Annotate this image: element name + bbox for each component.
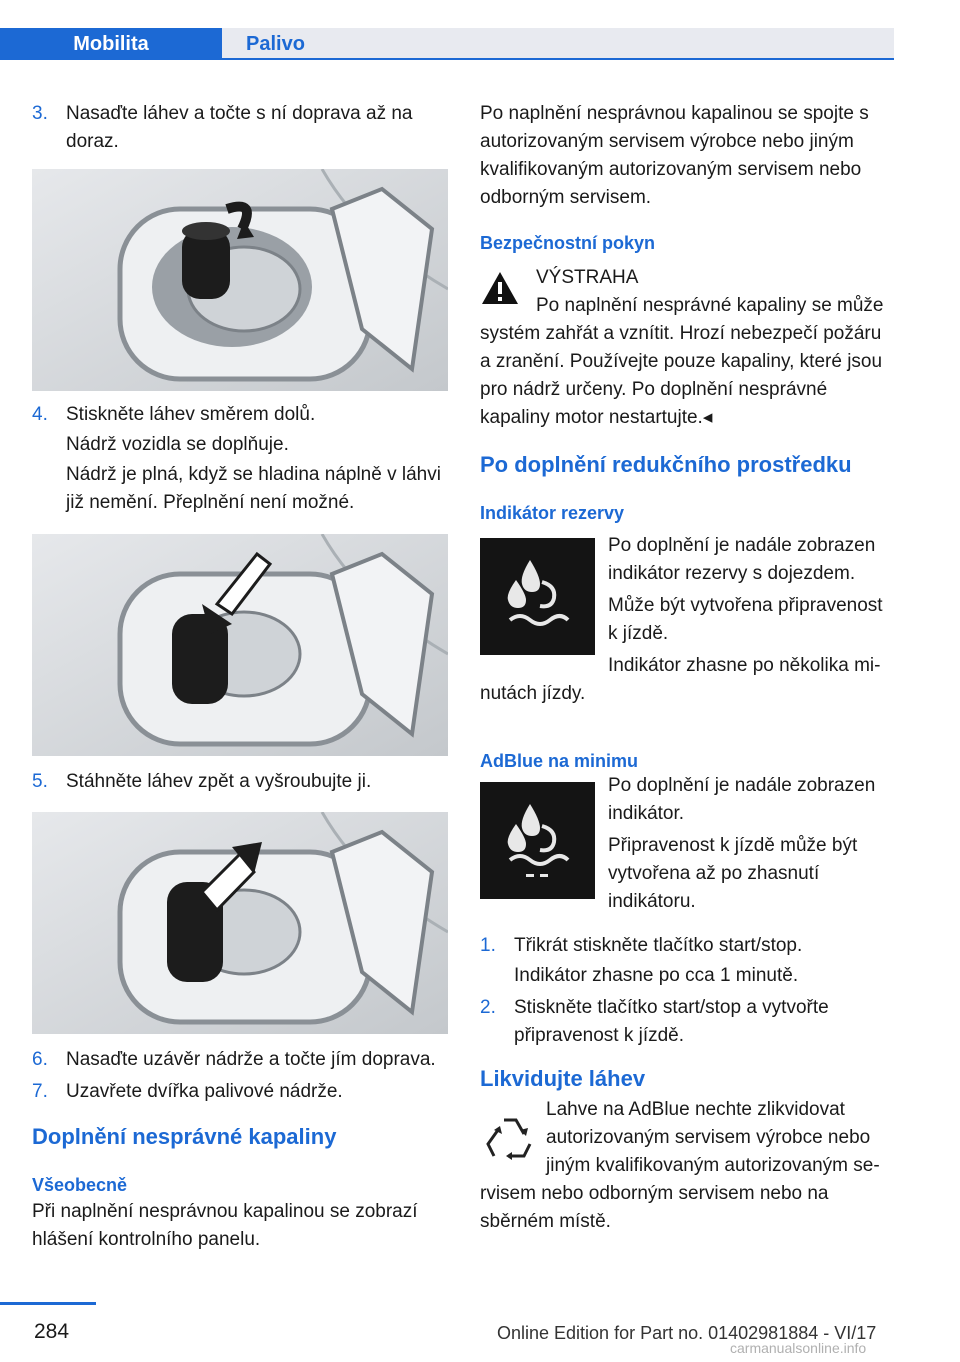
header-tab-mobilita: Mobilita [0,28,222,60]
step-number: 6. [32,1049,48,1070]
step-text: Stiskněte láhev směrem dolů. [66,404,316,425]
step-text: Třikrát stiskněte tlačítko start/stop. [514,935,803,956]
minimum-text-1: Po doplnění je nadále zobrazen indikátor. [608,775,876,824]
step-number: 4. [32,404,48,425]
warning-text-first-line: Po naplnění nesprávné kapaliny se může [536,295,884,316]
subheading-safety-note: Bezpečnostní pokyn [480,233,656,253]
step-number: 2. [480,997,496,1018]
warning-text: systém zahřát a vznítit. Hrozí nebezpečí požáru a zranění. Používejte pouze kapaliny, které jsou pro nádrž určeny. Po doplnění nesprávné kapaliny motor nestartujte.◂ [480,323,883,428]
step-3 [32,100,448,156]
step-6 [32,1046,448,1074]
dispose-block [480,1096,896,1180]
reserve-text-1: Po doplnění je nadále zobrazen indikátor rezervy s dojezdem. [608,535,876,584]
step-text: Stáhněte láhev zpět a vyšroubujte ji. [66,771,372,792]
step-number: 1. [480,935,496,956]
adblue-reserve-icon [480,538,595,655]
subheading-general: Všeobecně [32,1175,128,1195]
step-1 [480,932,896,960]
page-header [0,28,894,60]
step-2 [480,994,896,1050]
edition-note: Online Edition for Part no. 01402981884 - VI/17 [497,1323,877,1343]
step-number: 5. [32,771,48,792]
step-text: Nasaďte láhev a točte s ní doprava až na doraz. [66,103,413,152]
header-tab-palivo-label: Palivo [246,33,305,55]
section-heading-dispose-bottle: Likvidujte láhev [480,1066,646,1091]
footer-accent-bar [0,1302,96,1305]
warning-block [480,264,896,320]
dispose-text-first: Lahve na AdBlue nechte zlikvidovat autorizovaným servisem výrobce nebo jiným kvalifikovaným autorizovaným se- [546,1099,880,1176]
step-text: Uzavřete dvířka palivové nádrže. [66,1081,343,1102]
step-7 [32,1078,448,1106]
step-4-note-2: Nádrž je plná, když se hladina náplně v láhvi již nemění. Přeplnění není možné. [66,464,441,513]
paragraph-wrong-fluid: Při naplnění nesprávnou kapalinou se zobrazí hlášení kontrolního panelu. [32,1201,418,1250]
subheading-reserve-indicator: Indikátor rezervy [480,503,625,523]
header-underline [222,58,894,60]
page-number: 284 [34,1320,70,1343]
minimum-block [480,772,896,916]
step-number: 7. [32,1081,48,1102]
step-4 [32,401,448,429]
adblue-minimum-icon [480,782,595,899]
watermark: carmanualsonline.info [730,1340,867,1356]
section-heading-wrong-fluid: Doplnění nesprávné kapaliny [32,1124,337,1149]
section-heading-after-refill: Po doplnění redukčního prostředku [480,452,852,477]
paragraph-contact-service: Po naplnění nesprávnou kapalinou se spojte s autorizovaným servisem výrobce nebo jiným kvalifikovaným autorizovaným servisem nebo odborným servisem. [480,103,869,208]
subheading-adblue-minimum: AdBlue na minimu [480,751,639,771]
header-tab-palivo [222,28,894,60]
step-text: Nasaďte uzávěr nádrže a točte jím doprava. [66,1049,436,1070]
recycle-icon [482,1112,538,1168]
reserve-text-2: Může být vytvořena připravenost k jízdě. [608,595,883,644]
reserve-text-3: Indikátor zhasne po několika mi- [608,655,881,676]
step-text: Stiskněte tlačítko start/stop a vytvořte připravenost k jízdě. [514,997,829,1046]
warning-triangle-icon [480,270,520,306]
minimum-text-2: Připravenost k jízdě může být vytvořena až po zhasnutí indikátoru. [608,835,858,912]
left-column [32,100,448,1254]
right-column [480,100,896,1236]
step-number: 3. [32,103,48,124]
reserve-text-3-cont: nutách jízdy. [480,683,586,704]
reserve-block [480,532,896,680]
step-1-note: Indikátor zhasne po cca 1 minutě. [514,965,799,986]
dispose-text: rvisem nebo odborným servisem nebo na sběrném místě. [480,1183,829,1232]
step-4-note-1: Nádrž vozidla se doplňuje. [66,434,289,455]
illustration-press-bottle [32,534,448,756]
warning-title: VÝSTRAHA [536,267,639,288]
step-5 [32,768,448,796]
illustration-insert-bottle [32,169,448,391]
illustration-remove-bottle [32,812,448,1034]
